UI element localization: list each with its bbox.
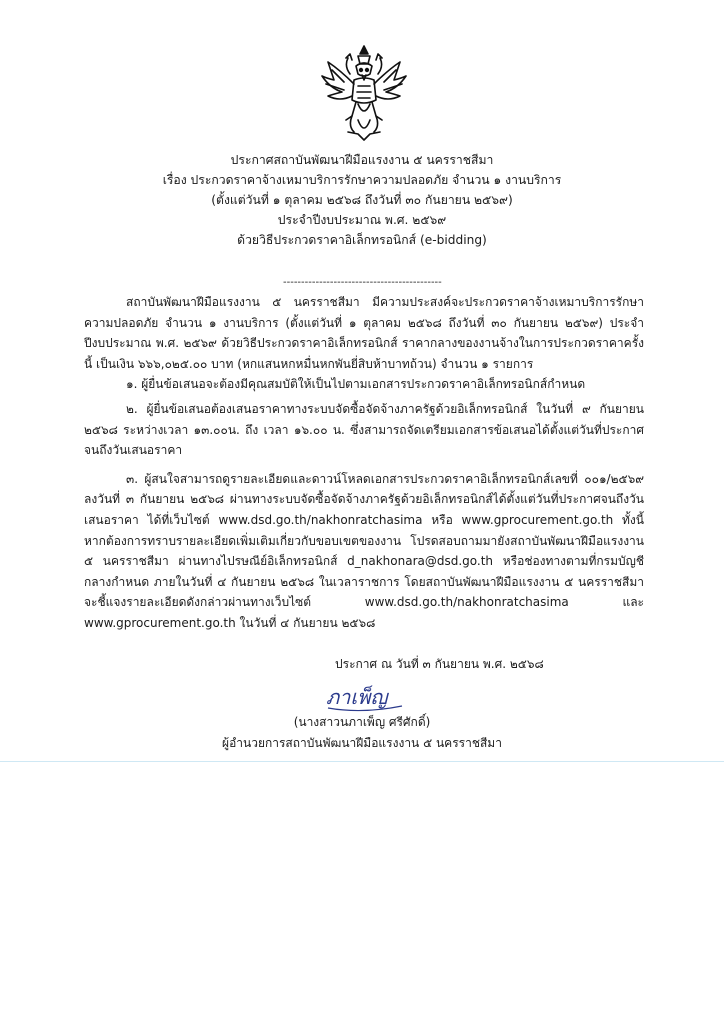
signer-block <box>0 712 724 754</box>
separator-line: -------------------------------------------- <box>283 277 442 288</box>
svg-text:ภาเพ็ญ: ภาเพ็ญ <box>326 685 388 709</box>
heading-line-5: ด้วยวิธีประกวดราคาอิเล็กทรอนิกส์ (e-bidding) <box>237 233 487 247</box>
condition-item-1: ๑. ผู้ยื่นข้อเสนอจะต้องมีคุณสมบัติให้เป็นไปตามเอกสารประกวดราคาอิเล็กทรอนิกส์กำหนด <box>126 377 586 392</box>
heading-line-4: ประจำปีงบประมาณ พ.ศ. ๒๕๖๙ <box>277 213 447 227</box>
page-divider <box>0 761 724 762</box>
condition-item-3: ๓. ผู้สนใจสามารถดูรายละเอียดและดาวน์โหลดเอกสารประกวดราคาอิเล็กทรอนิกส์เลขที่ ๐๐๑/๒๕๖๙ ลงวันที่ ๓ กันยายน ๒๕๖๘ ผ่านทางระบบจัดซื้อจัดจ้างภาครัฐด้วยอิเล็กทรอนิกส์ได้ตั้งแต่วันที่ประกาศจนถึงวันเสนอราคา ได้ที่เว็บไซต์ www.dsd.go.th/nakhonratchasima หรือ www.gprocurement.go.th ทั้งนี้ หากต้องการทราบรายละเอียดเพิ่มเติมเกี่ยวกับขอบเขตของงาน โปรดสอบถามมายังสถาบันพัฒนาฝีมือแรงงาน ๕ นครราชสีมา ผ่านทางไปรษณีย์อิเล็กทรอนิกส์ d_nakhonara@dsd.go.th หรือช่องทางตามที่กรมบัญชีกลางกำหนด ภายในวันที่ ๔ กันยายน ๒๕๖๘ ในเวลาราชการ โดยสถาบันพัฒนาฝีมือแรงงาน ๕ นครราชสีมา จะชี้แจงรายละเอียดดังกล่าวผ่านทางเว็บไซต์ www.dsd.go.th/nakhonratchasima และ www.gprocurement.go.th ในวันที่ ๔ กันยายน ๒๕๖๘ <box>84 471 644 630</box>
intro-paragraph: สถาบันพัฒนาฝีมือแรงงาน ๕ นครราชสีมา มีความประสงค์จะประกวดราคาจ้างเหมาบริการรักษาความปลอดภัย จำนวน ๑ งานบริการ (ตั้งแต่วันที่ ๑ ตุลาคม ๒๕๖๘ ถึงวันที่ ๓๐ กันยายน ๒๕๖๙) ประจำปีงบประมาณ พ.ศ. ๒๕๖๙ ด้วยวิธีประกวดราคาอิเล็กทรอนิกส์ ราคากลางของงานจ้างในการประกวดราคาครั้งนี้ เป็นเงิน ๖๖๖,๐๒๕.๐๐ บาท (หกแสนหกหมื่นหกพันยี่สิบห้าบาทถ้วน) จำนวน ๑ รายการ <box>84 295 644 371</box>
heading-line-2: เรื่อง ประกวดราคาจ้างเหมาบริการรักษาความปลอดภัย จำนวน ๑ งานบริการ <box>162 173 562 187</box>
heading-line-1: ประกาศสถาบันพัฒนาฝีมือแรงงาน ๕ นครราชสีมา <box>230 153 494 167</box>
heading-line-3: (ตั้งแต่วันที่ ๑ ตุลาคม ๒๕๖๘ ถึงวันที่ ๓๐ กันยายน ๒๕๖๙) <box>211 193 513 207</box>
handwritten-signature <box>322 680 418 714</box>
garuda-emblem-icon <box>318 44 410 142</box>
announcement-date: ประกาศ ณ วันที่ ๓ กันยายน พ.ศ. ๒๕๖๘ <box>335 657 544 671</box>
announcement-body <box>84 292 644 634</box>
signer-name: (นางสาวนภาเพ็ญ ศรีศักดิ์) <box>293 715 431 729</box>
condition-item-2: ๒. ผู้ยื่นข้อเสนอต้องเสนอราคาทางระบบจัดซื้อจัดจ้างภาครัฐด้วยอิเล็กทรอนิกส์ ในวันที่ ๙ กันยายน ๒๕๖๘ ระหว่างเวลา ๑๓.๐๐น. ถึง เวลา ๑๖.๐๐ น. ซึ่งสามารถจัดเตรียมเอกสารข้อเสนอได้ตั้งแต่วันที่ประกาศจนถึงวันเสนอราคา <box>84 401 644 458</box>
announcement-heading <box>0 150 724 250</box>
signer-title: ผู้อำนวยการสถาบันพัฒนาฝีมือแรงงาน ๕ นครราชสีมา <box>222 736 502 750</box>
